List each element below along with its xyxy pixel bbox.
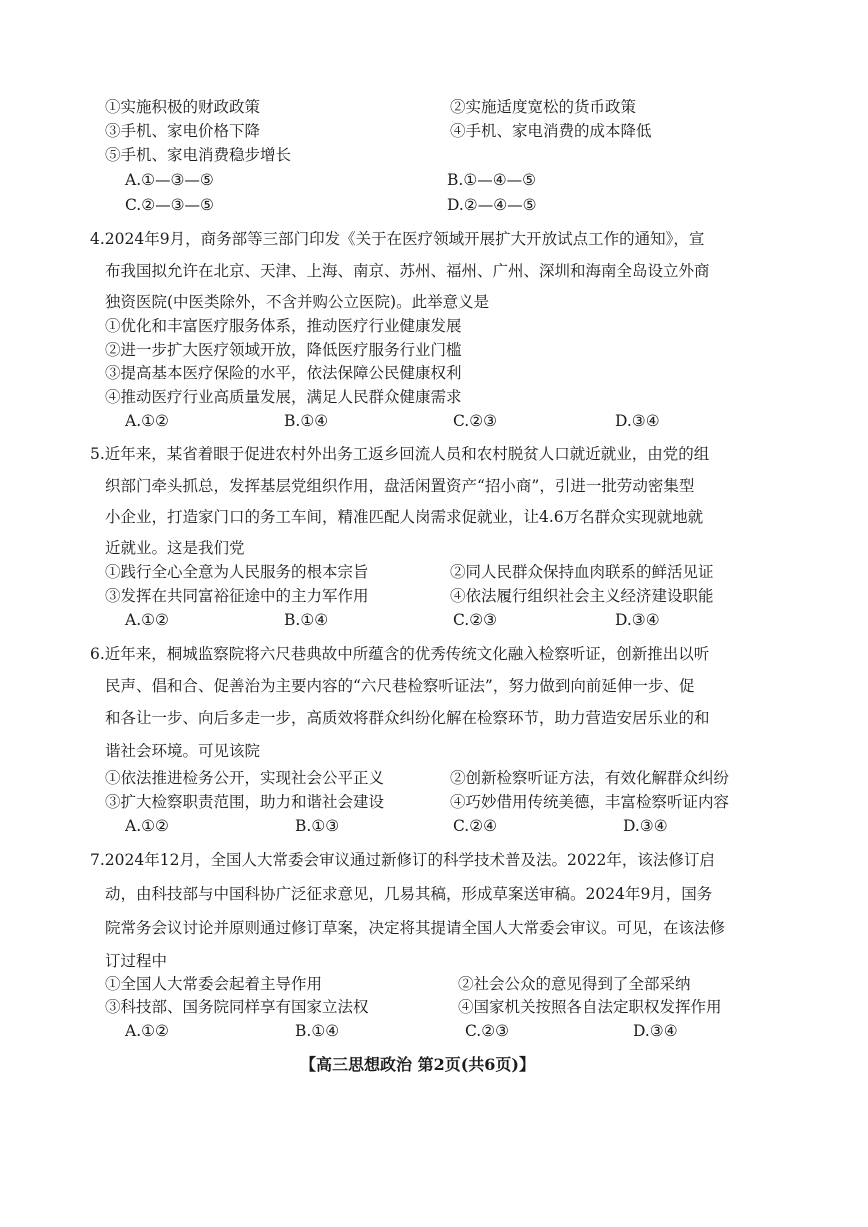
q5-choice-c: C.②③: [453, 611, 498, 629]
q6-item-3: ③扩大检察职责范围，助力和谐社会建设: [105, 793, 385, 811]
q7-item-1: ①全国人大常委会起着主导作用: [105, 975, 323, 993]
q5-stem-line-2: 织部门牵头抓总，发挥基层党组织作用，盘活闲置资产“招小商”，引进一批劳动密集型: [105, 477, 695, 495]
q7-stem-line-2: 动，由科技部与中国科协广泛征求意见，几易其稿，形成草案送审稿。2024年9月，国务: [105, 885, 713, 903]
q4-choice-c: C.②③: [453, 412, 498, 430]
q7-choice-c: C.②③: [465, 1022, 510, 1040]
q3-item-2: ②实施适度宽松的货币政策: [450, 98, 637, 116]
q7-stem-line-3: 院常务会议讨论并原则通过修订草案，决定将其提请全国人大常委会审议。可见，在该法修: [105, 919, 726, 937]
q6-stem-line-2: 民声、倡和合、促善治为主要内容的“六尺巷检察听证法”，努力做到向前延伸一步、促: [105, 677, 695, 695]
q7-item-3: ③科技部、国务院同样享有国家立法权: [105, 998, 369, 1016]
q3-item-5: ⑤手机、家电消费稳步增长: [105, 146, 292, 164]
q4-item-3: ③提高基本医疗保险的水平，依法保障公民健康权利: [105, 364, 462, 382]
q4-item-1: ①优化和丰富医疗服务体系，推动医疗行业健康发展: [105, 317, 462, 335]
q3-choice-b: B.①—④—⑤: [447, 171, 537, 189]
q5-stem-line-4: 近就业。这是我们党: [105, 539, 245, 557]
q7-choice-d: D.③④: [633, 1022, 678, 1040]
q4-item-4: ④推动医疗行业高质量发展，满足人民群众健康需求: [105, 388, 462, 406]
q6-choice-a: A.①②: [125, 817, 169, 835]
q4-choice-a: A.①②: [125, 412, 169, 430]
q4-stem-line-3: 独资医院(中医类除外，不含并购公立医院)。此举意义是: [105, 293, 490, 311]
q5-item-4: ④依法履行组织社会主义经济建设职能: [450, 587, 714, 605]
q7-choice-a: A.①②: [125, 1022, 169, 1040]
q3-item-1: ①实施积极的财政政策: [105, 98, 261, 116]
q6-stem-line-1: 6.近年来，桐城监察院将六尺巷典故中所蕴含的优秀传统文化融入检察听证，创新推出以听: [90, 645, 710, 663]
q3-item-4: ④手机、家电消费的成本降低: [450, 122, 652, 140]
q6-item-4: ④巧妙借用传统美德，丰富检察听证内容: [450, 793, 730, 811]
q6-stem-line-4: 谐社会环境。可见该院: [105, 742, 261, 760]
q6-choice-c: C.②④: [453, 817, 498, 835]
q7-item-2: ②社会公众的意见得到了全部采纳: [458, 975, 691, 993]
q6-stem-line-3: 和各让一步、向后多走一步，高质效将群众纠纷化解在检察环节，助力营造安居乐业的和: [105, 709, 710, 727]
q4-stem-line-2: 布我国拟允许在北京、天津、上海、南京、苏州、福州、广州、深圳和海南全岛设立外商: [105, 262, 710, 280]
page-footer: 【高三思想政治 第2页(共6页)】: [300, 1055, 535, 1074]
q5-item-3: ③发挥在共同富裕征途中的主力军作用: [105, 587, 369, 605]
q6-item-2: ②创新检察听证方法，有效化解群众纠纷: [450, 769, 730, 787]
q4-stem-line-1: 4.2024年9月，商务部等三部门印发《关于在医疗领域开展扩大开放试点工作的通知》，宣: [90, 230, 705, 248]
q7-stem-line-1: 7.2024年12月，全国人大常委会审议通过新修订的科学技术普及法。2022年，该法修订启: [90, 851, 715, 869]
q5-choice-d: D.③④: [615, 611, 660, 629]
q6-item-1: ①依法推进检务公开，实现社会公平正义: [105, 769, 385, 787]
q4-choice-d: D.③④: [615, 412, 660, 430]
q5-stem-line-1: 5.近年来，某省着眼于促进农村外出务工返乡回流人员和农村脱贫人口就近就业，由党的组: [90, 445, 710, 463]
q6-choice-b: B.①③: [295, 817, 340, 835]
q5-choice-a: A.①②: [125, 611, 169, 629]
q3-item-3: ③手机、家电价格下降: [105, 122, 261, 140]
q7-choice-b: B.①④: [295, 1022, 340, 1040]
q6-choice-d: D.③④: [623, 817, 668, 835]
q3-choice-a: A.①—③—⑤: [125, 171, 214, 189]
q7-item-4: ④国家机关按照各自法定职权发挥作用: [458, 998, 722, 1016]
q5-stem-line-3: 小企业，打造家门口的务工车间，精准匹配人岗需求促就业，让4.6万名群众实现就地就: [105, 508, 704, 526]
q7-stem-line-4: 订过程中: [105, 952, 168, 970]
q5-choice-b: B.①④: [284, 611, 329, 629]
q3-choice-c: C.②—③—⑤: [125, 196, 214, 214]
q3-choice-d: D.②—④—⑤: [447, 196, 537, 214]
q5-item-2: ②同人民群众保持血肉联系的鲜活见证: [450, 563, 714, 581]
q4-item-2: ②进一步扩大医疗领域开放，降低医疗服务行业门槛: [105, 341, 462, 359]
q5-item-1: ①践行全心全意为人民服务的根本宗旨: [105, 563, 369, 581]
q4-choice-b: B.①④: [284, 412, 329, 430]
